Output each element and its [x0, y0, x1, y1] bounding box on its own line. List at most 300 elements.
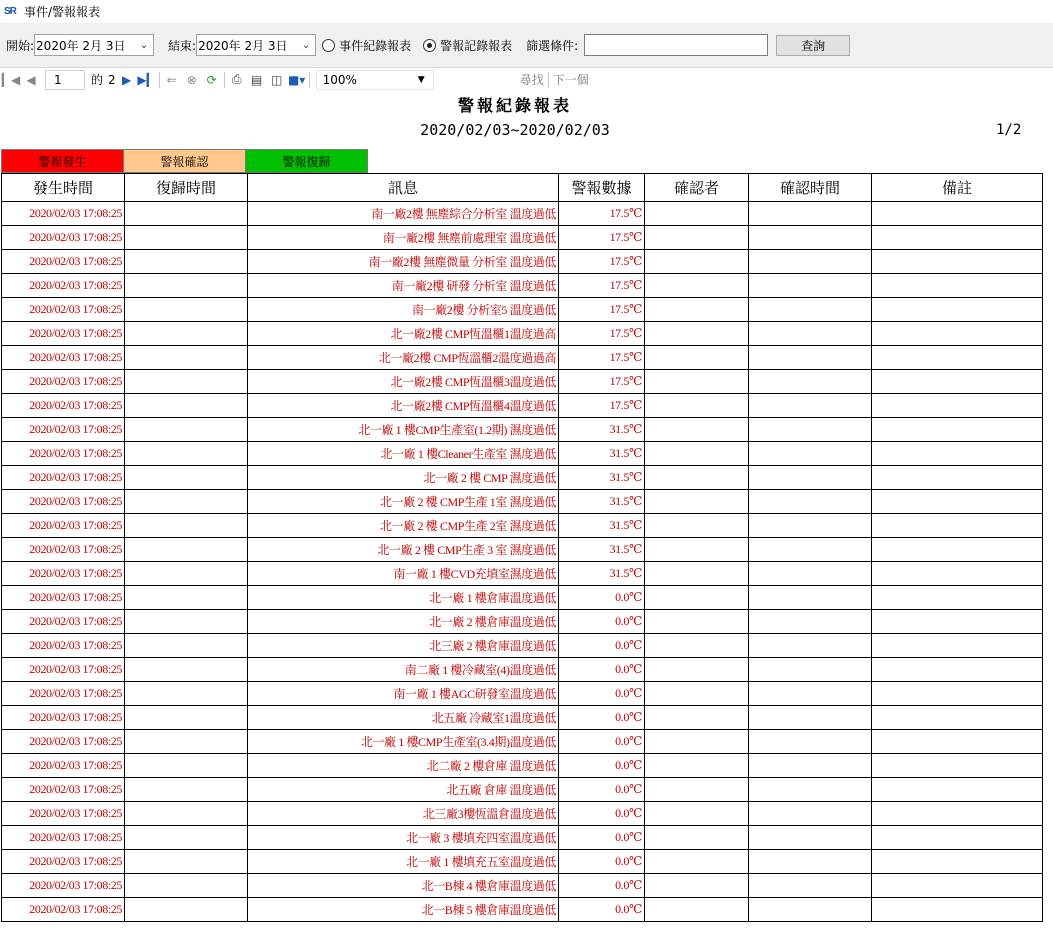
confirmer-cell	[645, 202, 749, 226]
report-viewer-toolbar	[0, 67, 1053, 91]
confirm-time-cell	[749, 634, 872, 658]
query-button[interactable]: 查詢	[776, 35, 850, 56]
message-cell: 南一廠 1 樓AGC研發室溫度過低	[248, 682, 559, 706]
confirm-time-cell	[749, 322, 872, 346]
message-cell: 南一廠2樓 分析室5 溫度過低	[248, 298, 559, 322]
confirm-time-cell	[749, 826, 872, 850]
message-cell: 北三廠 2 樓倉庫溫度過低	[248, 634, 559, 658]
table-row[interactable]	[2, 586, 1043, 610]
radio-event-report[interactable]	[322, 37, 411, 54]
alarm-value-cell: 0.0℃	[559, 634, 645, 658]
alarm-value-cell: 0.0℃	[559, 826, 645, 850]
message-cell: 北一B棟 5 樓倉庫溫度過低	[248, 898, 559, 922]
status-legend	[1, 149, 367, 173]
remark-cell	[872, 442, 1043, 466]
confirmer-cell	[645, 586, 749, 610]
alarm-value-cell: 0.0℃	[559, 658, 645, 682]
restore-time-cell	[125, 754, 248, 778]
table-row[interactable]	[2, 634, 1043, 658]
confirm-time-cell	[749, 274, 872, 298]
occur-time-cell: 2020/02/03 17:08:25	[2, 850, 125, 874]
alarm-value-cell: 17.5℃	[559, 322, 645, 346]
message-cell: 北一廠2樓 CMP恆溫櫃2溫度過過高	[248, 346, 559, 370]
restore-time-cell	[125, 226, 248, 250]
restore-time-cell	[125, 298, 248, 322]
occur-time-cell: 2020/02/03 17:08:25	[2, 322, 125, 346]
message-cell: 南一廠2樓 研發 分析室 溫度過低	[248, 274, 559, 298]
occur-time-cell: 2020/02/03 17:08:25	[2, 586, 125, 610]
column-header-confirmer: 確認者	[645, 174, 749, 202]
page-setup-icon[interactable]: ◫	[270, 72, 283, 87]
occur-time-cell: 2020/02/03 17:08:25	[2, 874, 125, 898]
restore-time-cell	[125, 514, 248, 538]
table-row[interactable]	[2, 346, 1043, 370]
alarm-value-cell: 0.0℃	[559, 754, 645, 778]
remark-cell	[872, 610, 1043, 634]
table-row[interactable]	[2, 298, 1043, 322]
table-row[interactable]	[2, 562, 1043, 586]
message-cell: 北五廠 倉庫 溫度過低	[248, 778, 559, 802]
confirm-time-cell	[749, 898, 872, 922]
start-date-value: 2020年 2月 3日	[36, 38, 126, 53]
occur-time-cell: 2020/02/03 17:08:25	[2, 226, 125, 250]
alarm-value-cell: 31.5℃	[559, 562, 645, 586]
alarm-value-cell: 31.5℃	[559, 490, 645, 514]
table-row[interactable]	[2, 682, 1043, 706]
report-page-indicator: 1/2	[996, 122, 1022, 138]
confirmer-cell	[645, 634, 749, 658]
back-icon[interactable]: ⇐	[166, 72, 177, 87]
occur-time-cell: 2020/02/03 17:08:25	[2, 730, 125, 754]
table-row[interactable]	[2, 658, 1043, 682]
confirmer-cell	[645, 490, 749, 514]
message-cell: 北一B棟 4 樓倉庫溫度過低	[248, 874, 559, 898]
confirm-time-cell	[749, 658, 872, 682]
table-row[interactable]	[2, 730, 1043, 754]
remark-cell	[872, 706, 1043, 730]
zoom-select[interactable]	[316, 70, 434, 90]
stop-icon[interactable]: ⊗	[186, 72, 197, 87]
confirm-time-cell	[749, 370, 872, 394]
restore-time-cell	[125, 850, 248, 874]
column-header-restore-time: 復歸時間	[125, 174, 248, 202]
confirmer-cell	[645, 682, 749, 706]
confirm-time-cell	[749, 802, 872, 826]
filter-condition-label: 篩選條件:	[526, 38, 579, 53]
remark-cell	[872, 322, 1043, 346]
occur-time-cell: 2020/02/03 17:08:25	[2, 754, 125, 778]
confirm-time-cell	[749, 874, 872, 898]
confirmer-cell	[645, 538, 749, 562]
message-cell: 北一廠2樓 CMP恆溫櫃1溫度過高	[248, 322, 559, 346]
remark-cell	[872, 634, 1043, 658]
column-header-remark: 備註	[872, 174, 1043, 202]
alarm-value-cell: 17.5℃	[559, 394, 645, 418]
remark-cell	[872, 730, 1043, 754]
confirmer-cell	[645, 322, 749, 346]
total-pages: 2	[108, 72, 116, 87]
alarm-value-cell: 31.5℃	[559, 466, 645, 490]
table-row[interactable]	[2, 874, 1043, 898]
message-cell: 南一廠2樓 無塵前處理室 溫度過低	[248, 226, 559, 250]
message-cell: 南一廠 1 樓CVD充填室濕度過低	[248, 562, 559, 586]
remark-cell	[872, 826, 1043, 850]
alarm-value-cell: 0.0℃	[559, 706, 645, 730]
remark-cell	[872, 226, 1043, 250]
restore-time-cell	[125, 322, 248, 346]
filter-condition-input[interactable]	[584, 34, 768, 56]
table-row[interactable]	[2, 826, 1043, 850]
table-row[interactable]	[2, 754, 1043, 778]
table-row[interactable]	[2, 490, 1043, 514]
print-icon[interactable]: ⎙	[231, 72, 242, 86]
confirm-time-cell	[749, 850, 872, 874]
confirm-time-cell	[749, 346, 872, 370]
export-icon[interactable]: ■▾	[287, 72, 306, 87]
restore-time-cell	[125, 538, 248, 562]
column-header-alarm-value: 警報數據	[559, 174, 645, 202]
message-cell: 北一廠 2 樓 CMP生產 1室 濕度過低	[248, 490, 559, 514]
report-title: 警報紀錄報表	[457, 96, 572, 115]
table-row[interactable]	[2, 226, 1043, 250]
report-date-range: 2020/02/03~2020/02/03	[420, 121, 610, 139]
remark-cell	[872, 418, 1043, 442]
occur-time-cell: 2020/02/03 17:08:25	[2, 610, 125, 634]
alarm-value-cell: 0.0℃	[559, 610, 645, 634]
legend-item: 警報復歸	[245, 149, 368, 173]
toolbar-separator	[159, 72, 160, 88]
confirmer-cell	[645, 658, 749, 682]
message-cell: 北一廠 3 樓填充四室溫度過低	[248, 826, 559, 850]
table-row[interactable]	[2, 250, 1043, 274]
radio-button-selected-icon[interactable]	[423, 39, 436, 52]
message-cell: 南二廠 1 樓冷藏室(4)溫度過低	[248, 658, 559, 682]
confirm-time-cell	[749, 754, 872, 778]
alarm-value-cell: 17.5℃	[559, 250, 645, 274]
restore-time-cell	[125, 730, 248, 754]
occur-time-cell: 2020/02/03 17:08:25	[2, 394, 125, 418]
message-cell: 北一廠2樓 CMP恆溫櫃3溫度過低	[248, 370, 559, 394]
confirm-time-cell	[749, 418, 872, 442]
confirm-time-cell	[749, 514, 872, 538]
remark-cell	[872, 514, 1043, 538]
occur-time-cell: 2020/02/03 17:08:25	[2, 418, 125, 442]
confirm-time-cell	[749, 202, 872, 226]
remark-cell	[872, 298, 1043, 322]
message-cell: 北一廠 2 樓 CMP生產 2室 濕度過低	[248, 514, 559, 538]
occur-time-cell: 2020/02/03 17:08:25	[2, 826, 125, 850]
end-date-picker[interactable]	[196, 34, 316, 56]
radio-button-icon[interactable]	[322, 39, 335, 52]
radio-alarm-label: 警報記錄報表	[440, 38, 513, 53]
table-row[interactable]	[2, 514, 1043, 538]
remark-cell	[872, 802, 1043, 826]
title-bar	[0, 0, 1053, 23]
confirm-time-cell	[749, 394, 872, 418]
refresh-icon[interactable]: ⟳	[206, 72, 217, 87]
occur-time-cell: 2020/02/03 17:08:25	[2, 778, 125, 802]
message-cell: 北一廠 2 樓 CMP 濕度過低	[248, 466, 559, 490]
table-row[interactable]	[2, 898, 1043, 922]
table-row[interactable]	[2, 538, 1043, 562]
message-cell: 北二廠 2 樓倉庫 溫度過低	[248, 754, 559, 778]
find-link[interactable]: 尋找	[519, 73, 544, 87]
remark-cell	[872, 394, 1043, 418]
table-row[interactable]	[2, 850, 1043, 874]
chevron-down-icon[interactable]: ⌄	[139, 39, 149, 51]
alarm-value-cell: 17.5℃	[559, 226, 645, 250]
remark-cell	[872, 466, 1043, 490]
occur-time-cell: 2020/02/03 17:08:25	[2, 274, 125, 298]
alarm-value-cell: 0.0℃	[559, 802, 645, 826]
confirmer-cell	[645, 802, 749, 826]
message-cell: 北一廠 2 樓 CMP生產 3 室 濕度過低	[248, 538, 559, 562]
confirmer-cell	[645, 394, 749, 418]
message-cell: 北一廠 1 樓Cleaner生產室 濕度過低	[248, 442, 559, 466]
message-cell: 北一廠2樓 CMP恆溫櫃4溫度過低	[248, 394, 559, 418]
alarm-value-cell: 0.0℃	[559, 730, 645, 754]
occur-time-cell: 2020/02/03 17:08:25	[2, 634, 125, 658]
table-row[interactable]	[2, 322, 1043, 346]
message-cell: 南一廠2樓 無塵微量 分析室 溫度過低	[248, 250, 559, 274]
alarm-value-cell: 31.5℃	[559, 538, 645, 562]
message-cell: 北一廠 2 樓倉庫溫度過低	[248, 610, 559, 634]
restore-time-cell	[125, 202, 248, 226]
restore-time-cell	[125, 682, 248, 706]
confirm-time-cell	[749, 298, 872, 322]
restore-time-cell	[125, 442, 248, 466]
toolbar-separator	[548, 72, 549, 88]
confirmer-cell	[645, 898, 749, 922]
current-page-input[interactable]: 1	[45, 70, 85, 90]
restore-time-cell	[125, 466, 248, 490]
remark-cell	[872, 778, 1043, 802]
restore-time-cell	[125, 346, 248, 370]
restore-time-cell	[125, 634, 248, 658]
alarm-value-cell: 0.0℃	[559, 682, 645, 706]
occur-time-cell: 2020/02/03 17:08:25	[2, 370, 125, 394]
confirmer-cell	[645, 514, 749, 538]
end-date-value: 2020年 2月 3日	[198, 38, 288, 53]
message-cell: 北一廠 1 樓CMP生產室(1.2期) 濕度過低	[248, 418, 559, 442]
alarm-report-table	[1, 173, 1043, 922]
alarm-value-cell: 31.5℃	[559, 418, 645, 442]
confirm-time-cell	[749, 706, 872, 730]
restore-time-cell	[125, 898, 248, 922]
remark-cell	[872, 538, 1043, 562]
remark-cell	[872, 562, 1043, 586]
confirmer-cell	[645, 418, 749, 442]
remark-cell	[872, 874, 1043, 898]
restore-time-cell	[125, 490, 248, 514]
confirm-time-cell	[749, 778, 872, 802]
window-title: 事件/警報報表	[24, 5, 101, 19]
alarm-value-cell: 0.0℃	[559, 850, 645, 874]
last-page-icon[interactable]: ▶▎	[137, 72, 156, 87]
table-row[interactable]	[2, 370, 1043, 394]
message-cell: 北一廠 1 樓倉庫溫度過低	[248, 586, 559, 610]
confirmer-cell	[645, 226, 749, 250]
alarm-value-cell: 17.5℃	[559, 274, 645, 298]
table-row[interactable]	[2, 394, 1043, 418]
table-row[interactable]	[2, 202, 1043, 226]
remark-cell	[872, 850, 1043, 874]
table-row[interactable]	[2, 610, 1043, 634]
confirmer-cell	[645, 850, 749, 874]
remark-cell	[872, 202, 1043, 226]
occur-time-cell: 2020/02/03 17:08:25	[2, 490, 125, 514]
restore-time-cell	[125, 418, 248, 442]
confirm-time-cell	[749, 538, 872, 562]
table-row[interactable]	[2, 418, 1043, 442]
restore-time-cell	[125, 250, 248, 274]
restore-time-cell	[125, 802, 248, 826]
remark-cell	[872, 370, 1043, 394]
confirm-time-cell	[749, 610, 872, 634]
start-date-picker[interactable]	[34, 34, 154, 56]
remark-cell	[872, 754, 1043, 778]
message-cell: 北一廠 1 樓CMP生產室(3.4期)溫度過低	[248, 730, 559, 754]
message-cell: 北五廠 冷藏室1溫度過低	[248, 706, 559, 730]
confirm-time-cell	[749, 562, 872, 586]
confirmer-cell	[645, 754, 749, 778]
remark-cell	[872, 274, 1043, 298]
occur-time-cell: 2020/02/03 17:08:25	[2, 442, 125, 466]
find-text-input[interactable]	[434, 70, 514, 90]
app-logo-icon: SR	[4, 6, 16, 17]
alarm-value-cell: 31.5℃	[559, 442, 645, 466]
confirmer-cell	[645, 562, 749, 586]
column-header-confirm-time: 確認時間	[749, 174, 872, 202]
occur-time-cell: 2020/02/03 17:08:25	[2, 538, 125, 562]
alarm-value-cell: 31.5℃	[559, 514, 645, 538]
next-page-icon[interactable]: ▶	[122, 72, 132, 87]
restore-time-cell	[125, 874, 248, 898]
confirm-time-cell	[749, 226, 872, 250]
table-row[interactable]	[2, 802, 1043, 826]
table-row[interactable]	[2, 466, 1043, 490]
radio-event-label: 事件紀錄報表	[339, 38, 412, 53]
confirmer-cell	[645, 610, 749, 634]
occur-time-cell: 2020/02/03 17:08:25	[2, 250, 125, 274]
occur-time-cell: 2020/02/03 17:08:25	[2, 466, 125, 490]
radio-alarm-report[interactable]	[423, 37, 512, 54]
confirm-time-cell	[749, 442, 872, 466]
confirmer-cell	[645, 274, 749, 298]
message-cell: 南一廠2樓 無塵綜合分析室 溫度過低	[248, 202, 559, 226]
restore-time-cell	[125, 610, 248, 634]
alarm-value-cell: 17.5℃	[559, 202, 645, 226]
occur-time-cell: 2020/02/03 17:08:25	[2, 298, 125, 322]
alarm-value-cell: 0.0℃	[559, 778, 645, 802]
remark-cell	[872, 250, 1043, 274]
confirmer-cell	[645, 778, 749, 802]
confirmer-cell	[645, 250, 749, 274]
occur-time-cell: 2020/02/03 17:08:25	[2, 802, 125, 826]
alarm-value-cell: 0.0℃	[559, 898, 645, 922]
alarm-value-cell: 0.0℃	[559, 586, 645, 610]
remark-cell	[872, 658, 1043, 682]
toolbar-separator	[309, 72, 310, 88]
table-row[interactable]	[2, 274, 1043, 298]
filter-bar	[0, 23, 1053, 67]
restore-time-cell	[125, 394, 248, 418]
confirm-time-cell	[749, 490, 872, 514]
column-header-occur-time: 發生時間	[2, 174, 125, 202]
table-header-row	[2, 174, 1043, 202]
alarm-value-cell: 17.5℃	[559, 298, 645, 322]
table-row[interactable]	[2, 706, 1043, 730]
confirmer-cell	[645, 346, 749, 370]
alarm-value-cell: 17.5℃	[559, 370, 645, 394]
occur-time-cell: 2020/02/03 17:08:25	[2, 658, 125, 682]
toolbar-separator	[224, 72, 225, 88]
confirmer-cell	[645, 442, 749, 466]
message-cell: 北三廠3樓恆溫倉溫度過低	[248, 802, 559, 826]
previous-page-icon[interactable]: ◀	[26, 72, 36, 87]
confirm-time-cell	[749, 586, 872, 610]
chevron-down-icon[interactable]: ⌄	[301, 39, 311, 51]
legend-item: 警報確認	[123, 149, 246, 173]
column-header-message: 訊息	[248, 174, 559, 202]
table-row[interactable]	[2, 778, 1043, 802]
confirmer-cell	[645, 370, 749, 394]
start-date-label: 開始:	[6, 38, 35, 53]
confirm-time-cell	[749, 682, 872, 706]
print-layout-icon[interactable]: ▤	[250, 72, 263, 87]
find-next-link[interactable]: 下一個	[552, 73, 589, 87]
first-page-icon[interactable]: ▎◀	[1, 72, 21, 87]
restore-time-cell	[125, 778, 248, 802]
occur-time-cell: 2020/02/03 17:08:25	[2, 898, 125, 922]
remark-cell	[872, 682, 1043, 706]
alarm-value-cell: 17.5℃	[559, 346, 645, 370]
occur-time-cell: 2020/02/03 17:08:25	[2, 202, 125, 226]
message-cell: 北一廠 1 樓填充五室溫度過低	[248, 850, 559, 874]
remark-cell	[872, 586, 1043, 610]
confirmer-cell	[645, 706, 749, 730]
confirmer-cell	[645, 466, 749, 490]
restore-time-cell	[125, 274, 248, 298]
occur-time-cell: 2020/02/03 17:08:25	[2, 514, 125, 538]
confirmer-cell	[645, 730, 749, 754]
remark-cell	[872, 346, 1043, 370]
page-of-label: 的	[91, 73, 104, 87]
occur-time-cell: 2020/02/03 17:08:25	[2, 682, 125, 706]
remark-cell	[872, 490, 1043, 514]
confirm-time-cell	[749, 250, 872, 274]
restore-time-cell	[125, 826, 248, 850]
confirmer-cell	[645, 298, 749, 322]
chevron-down-icon[interactable]: ▼	[417, 74, 425, 85]
restore-time-cell	[125, 586, 248, 610]
restore-time-cell	[125, 562, 248, 586]
occur-time-cell: 2020/02/03 17:08:25	[2, 346, 125, 370]
restore-time-cell	[125, 370, 248, 394]
occur-time-cell: 2020/02/03 17:08:25	[2, 706, 125, 730]
confirmer-cell	[645, 874, 749, 898]
legend-item: 警報發生	[1, 149, 124, 173]
occur-time-cell: 2020/02/03 17:08:25	[2, 562, 125, 586]
restore-time-cell	[125, 706, 248, 730]
remark-cell	[872, 898, 1043, 922]
confirm-time-cell	[749, 730, 872, 754]
alarm-value-cell: 0.0℃	[559, 874, 645, 898]
restore-time-cell	[125, 658, 248, 682]
zoom-value: 100%	[322, 72, 357, 87]
end-date-label: 結束:	[168, 38, 197, 53]
table-row[interactable]	[2, 442, 1043, 466]
